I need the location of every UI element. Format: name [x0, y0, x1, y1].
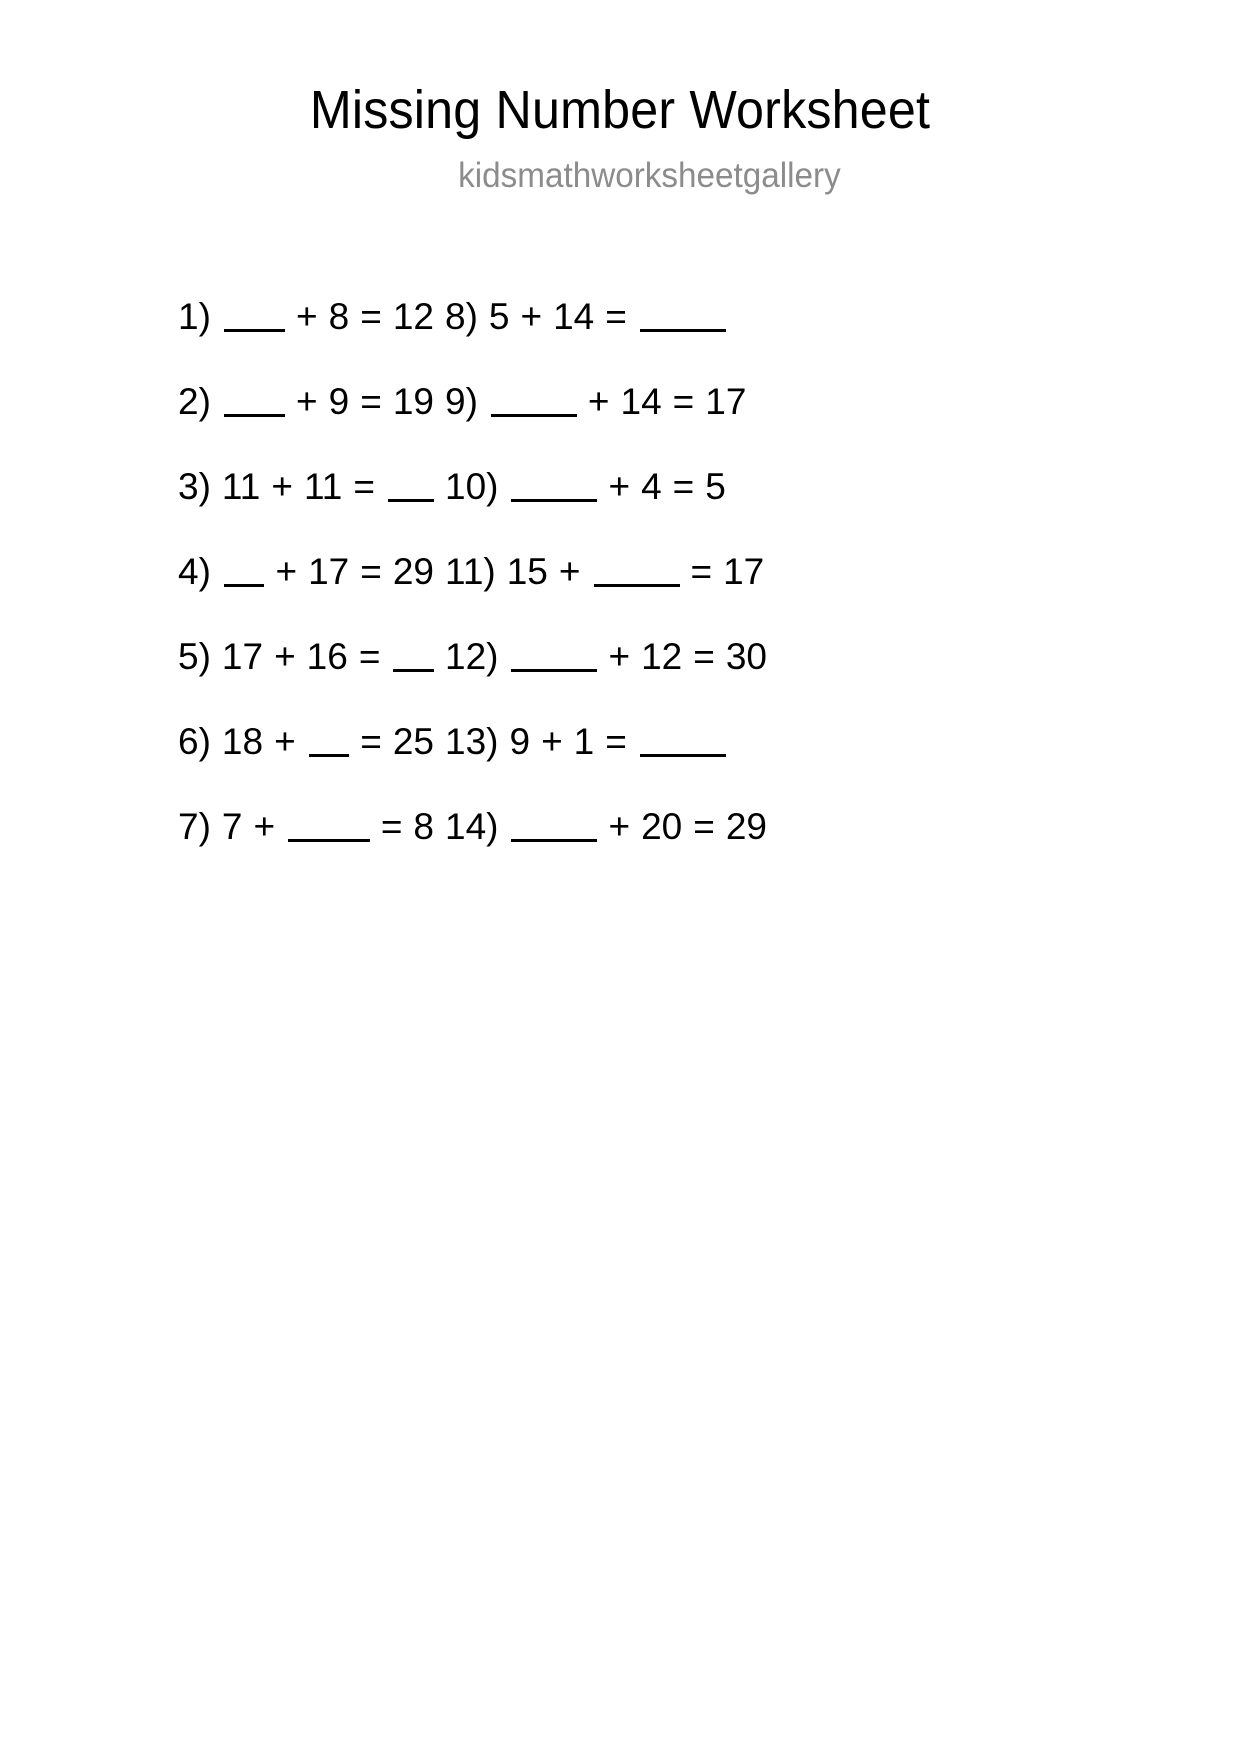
plus-operator: + — [608, 806, 631, 847]
problem-number: 3) — [178, 466, 211, 507]
number-term: 12 — [641, 636, 683, 677]
problem-number: 9) — [445, 381, 478, 422]
number-term: 17 — [705, 381, 747, 422]
worksheet-header — [0, 0, 1240, 196]
problem-number: 10) — [445, 466, 499, 507]
number-term: 5 — [488, 296, 510, 337]
number-term: 29 — [725, 806, 768, 847]
answer-blank[interactable] — [393, 639, 434, 672]
problem-row — [178, 466, 445, 551]
problem-row — [178, 636, 445, 721]
answer-blank[interactable] — [288, 809, 370, 842]
plus-operator: + — [587, 381, 610, 422]
problem-number: 11) — [445, 551, 496, 592]
problem-number: 14) — [445, 806, 499, 847]
plus-operator: + — [274, 721, 296, 762]
number-term: 17 — [308, 551, 350, 592]
problem-number: 12) — [445, 636, 499, 677]
plus-operator: + — [520, 296, 543, 337]
equals-operator: = — [690, 551, 713, 592]
plus-operator: + — [275, 551, 298, 592]
problem-row — [445, 721, 1045, 806]
plus-operator: + — [608, 466, 631, 507]
equals-operator: = — [353, 466, 375, 507]
answer-blank[interactable] — [640, 724, 726, 757]
answer-blank[interactable] — [511, 469, 597, 502]
plus-operator: + — [296, 381, 318, 422]
problem-number: 1) — [178, 296, 211, 337]
number-term: 29 — [392, 551, 434, 592]
number-term: 8 — [413, 806, 434, 847]
problem-row — [445, 806, 1045, 891]
number-term: 9 — [328, 381, 350, 422]
problem-number: 2) — [178, 381, 211, 422]
answer-blank[interactable] — [388, 469, 434, 502]
problem-number: 6) — [178, 721, 211, 762]
equals-operator: = — [672, 381, 695, 422]
equals-operator: = — [360, 296, 382, 337]
number-term: 20 — [641, 806, 683, 847]
equals-operator: = — [672, 466, 695, 507]
worksheet-subtitle: kidsmathworksheetgallery — [458, 155, 841, 195]
equals-operator: = — [360, 721, 382, 762]
problem-row — [445, 551, 1045, 636]
problem-row — [445, 466, 1045, 551]
number-term: 17 — [723, 551, 765, 592]
number-term: 14 — [553, 296, 595, 337]
plus-operator: + — [541, 721, 563, 762]
page-title: Missing Number Worksheet — [309, 80, 931, 140]
problem-row — [178, 721, 445, 806]
equals-operator: = — [693, 636, 715, 677]
answer-blank[interactable] — [224, 384, 285, 417]
number-term: 25 — [392, 721, 434, 762]
number-term: 15 — [506, 551, 548, 592]
number-term: 14 — [620, 381, 662, 422]
problem-row — [445, 381, 1045, 466]
plus-operator: + — [296, 296, 318, 337]
problem-number: 7) — [178, 806, 211, 847]
equals-operator: = — [360, 551, 382, 592]
answer-blank[interactable] — [224, 554, 265, 587]
problem-row — [445, 296, 1045, 381]
number-term: 12 — [392, 296, 434, 337]
equals-operator: = — [360, 381, 382, 422]
problem-row — [445, 636, 1045, 721]
problem-row — [178, 296, 445, 381]
number-term: 17 — [221, 636, 264, 677]
number-term: 1 — [573, 721, 595, 762]
answer-blank[interactable] — [640, 299, 726, 332]
problem-row — [178, 381, 445, 466]
number-term: 11 — [221, 466, 261, 507]
number-term: 9 — [509, 721, 531, 762]
problem-number: 5) — [178, 636, 211, 677]
number-term: 16 — [306, 636, 348, 677]
number-term: 5 — [705, 466, 726, 507]
equals-operator: = — [605, 721, 627, 762]
answer-blank[interactable] — [224, 299, 285, 332]
number-term: 7 — [221, 806, 243, 847]
problem-number: 13) — [445, 721, 499, 762]
problem-column-right — [445, 296, 1045, 891]
number-term: 19 — [392, 381, 434, 422]
plus-operator: + — [608, 636, 631, 677]
problem-row — [178, 806, 445, 891]
plus-operator: + — [271, 466, 293, 507]
number-term: 8 — [328, 296, 350, 337]
answer-blank[interactable] — [491, 384, 577, 417]
equals-operator: = — [358, 636, 381, 677]
answer-blank[interactable] — [309, 724, 350, 757]
equals-operator: = — [605, 296, 627, 337]
problem-number: 8) — [445, 296, 478, 337]
problem-number: 4) — [178, 551, 211, 592]
plus-operator: + — [253, 806, 276, 847]
number-term: 30 — [725, 636, 768, 677]
number-term: 18 — [221, 721, 264, 762]
answer-blank[interactable] — [511, 639, 597, 672]
problem-row — [178, 551, 445, 636]
plus-operator: + — [558, 551, 581, 592]
number-term: 11 — [303, 466, 343, 507]
plus-operator: + — [274, 636, 296, 677]
equals-operator: = — [380, 806, 403, 847]
problem-column-left — [0, 296, 445, 891]
answer-blank[interactable] — [594, 554, 680, 587]
answer-blank[interactable] — [511, 809, 597, 842]
problem-grid — [0, 296, 1240, 891]
number-term: 4 — [641, 466, 662, 507]
equals-operator: = — [693, 806, 715, 847]
